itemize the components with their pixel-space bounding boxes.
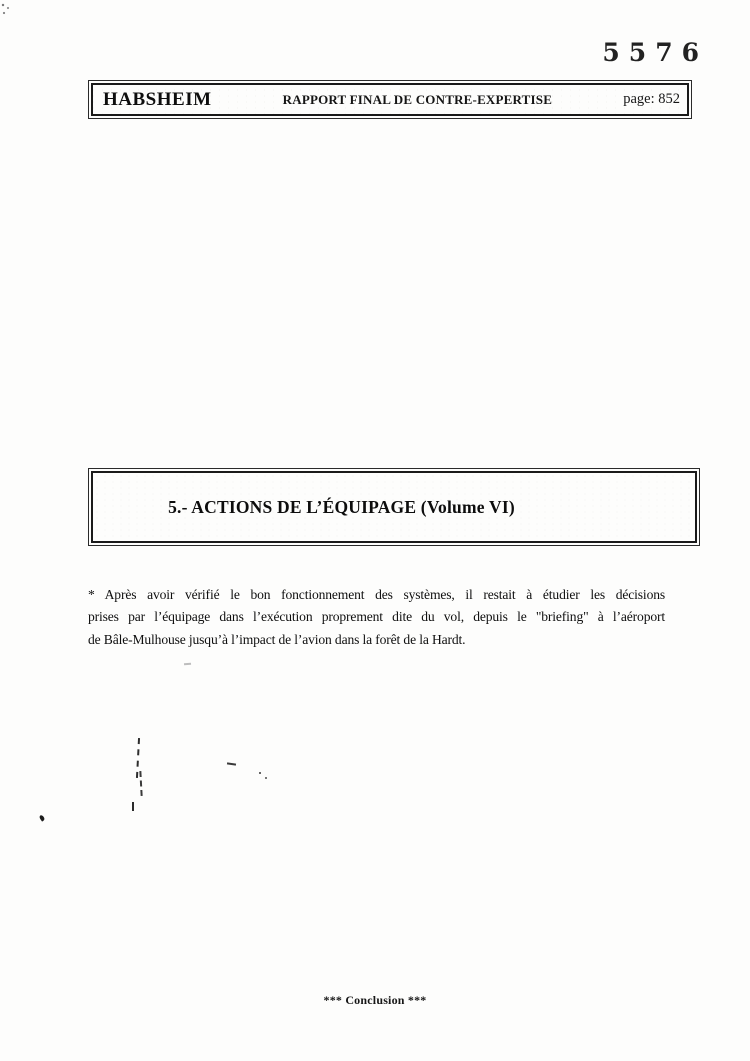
report-subtitle: RAPPORT FINAL DE CONTRE-EXPERTISE <box>282 91 553 107</box>
pen-mark-dot <box>259 772 261 774</box>
body-paragraph <box>88 584 665 651</box>
page-number-label: page: 852 <box>623 91 680 107</box>
paragraph-line: * Après avoir vérifié le bon fonctionnement des systèmes, il restait à étudier les décisions <box>88 587 665 602</box>
stamp-page-number: 5576 <box>602 37 708 68</box>
section-title: 5.- ACTIONS DE L’ÉQUIPAGE (Volume VI) <box>168 496 515 517</box>
pen-mark-tick <box>132 802 134 811</box>
scan-speckle-corner <box>0 2 12 18</box>
scan-faint-mark <box>184 663 191 665</box>
header-box-inner-border <box>91 83 689 116</box>
paragraph-line: de Bâle-Mulhouse jusqu’à l’impact de l’avion dans la forêt de la Hardt. <box>88 631 466 647</box>
pen-mark-vertical-stroke <box>139 771 142 796</box>
paragraph-line: prises par l’équipage dans l’exécution proprement dite du vol, depuis le "briefing" à l’aéroport <box>88 609 665 625</box>
report-name: HABSHEIM <box>103 88 212 110</box>
conclusion-footer: *** Conclusion *** <box>323 993 427 1007</box>
section-title-box-inner-border <box>91 471 697 543</box>
section-title-box <box>88 468 700 546</box>
pen-mark-dot <box>265 777 267 779</box>
pen-mark-dash <box>227 762 236 765</box>
pen-mark-comma <box>39 814 46 821</box>
header-box <box>88 80 692 119</box>
